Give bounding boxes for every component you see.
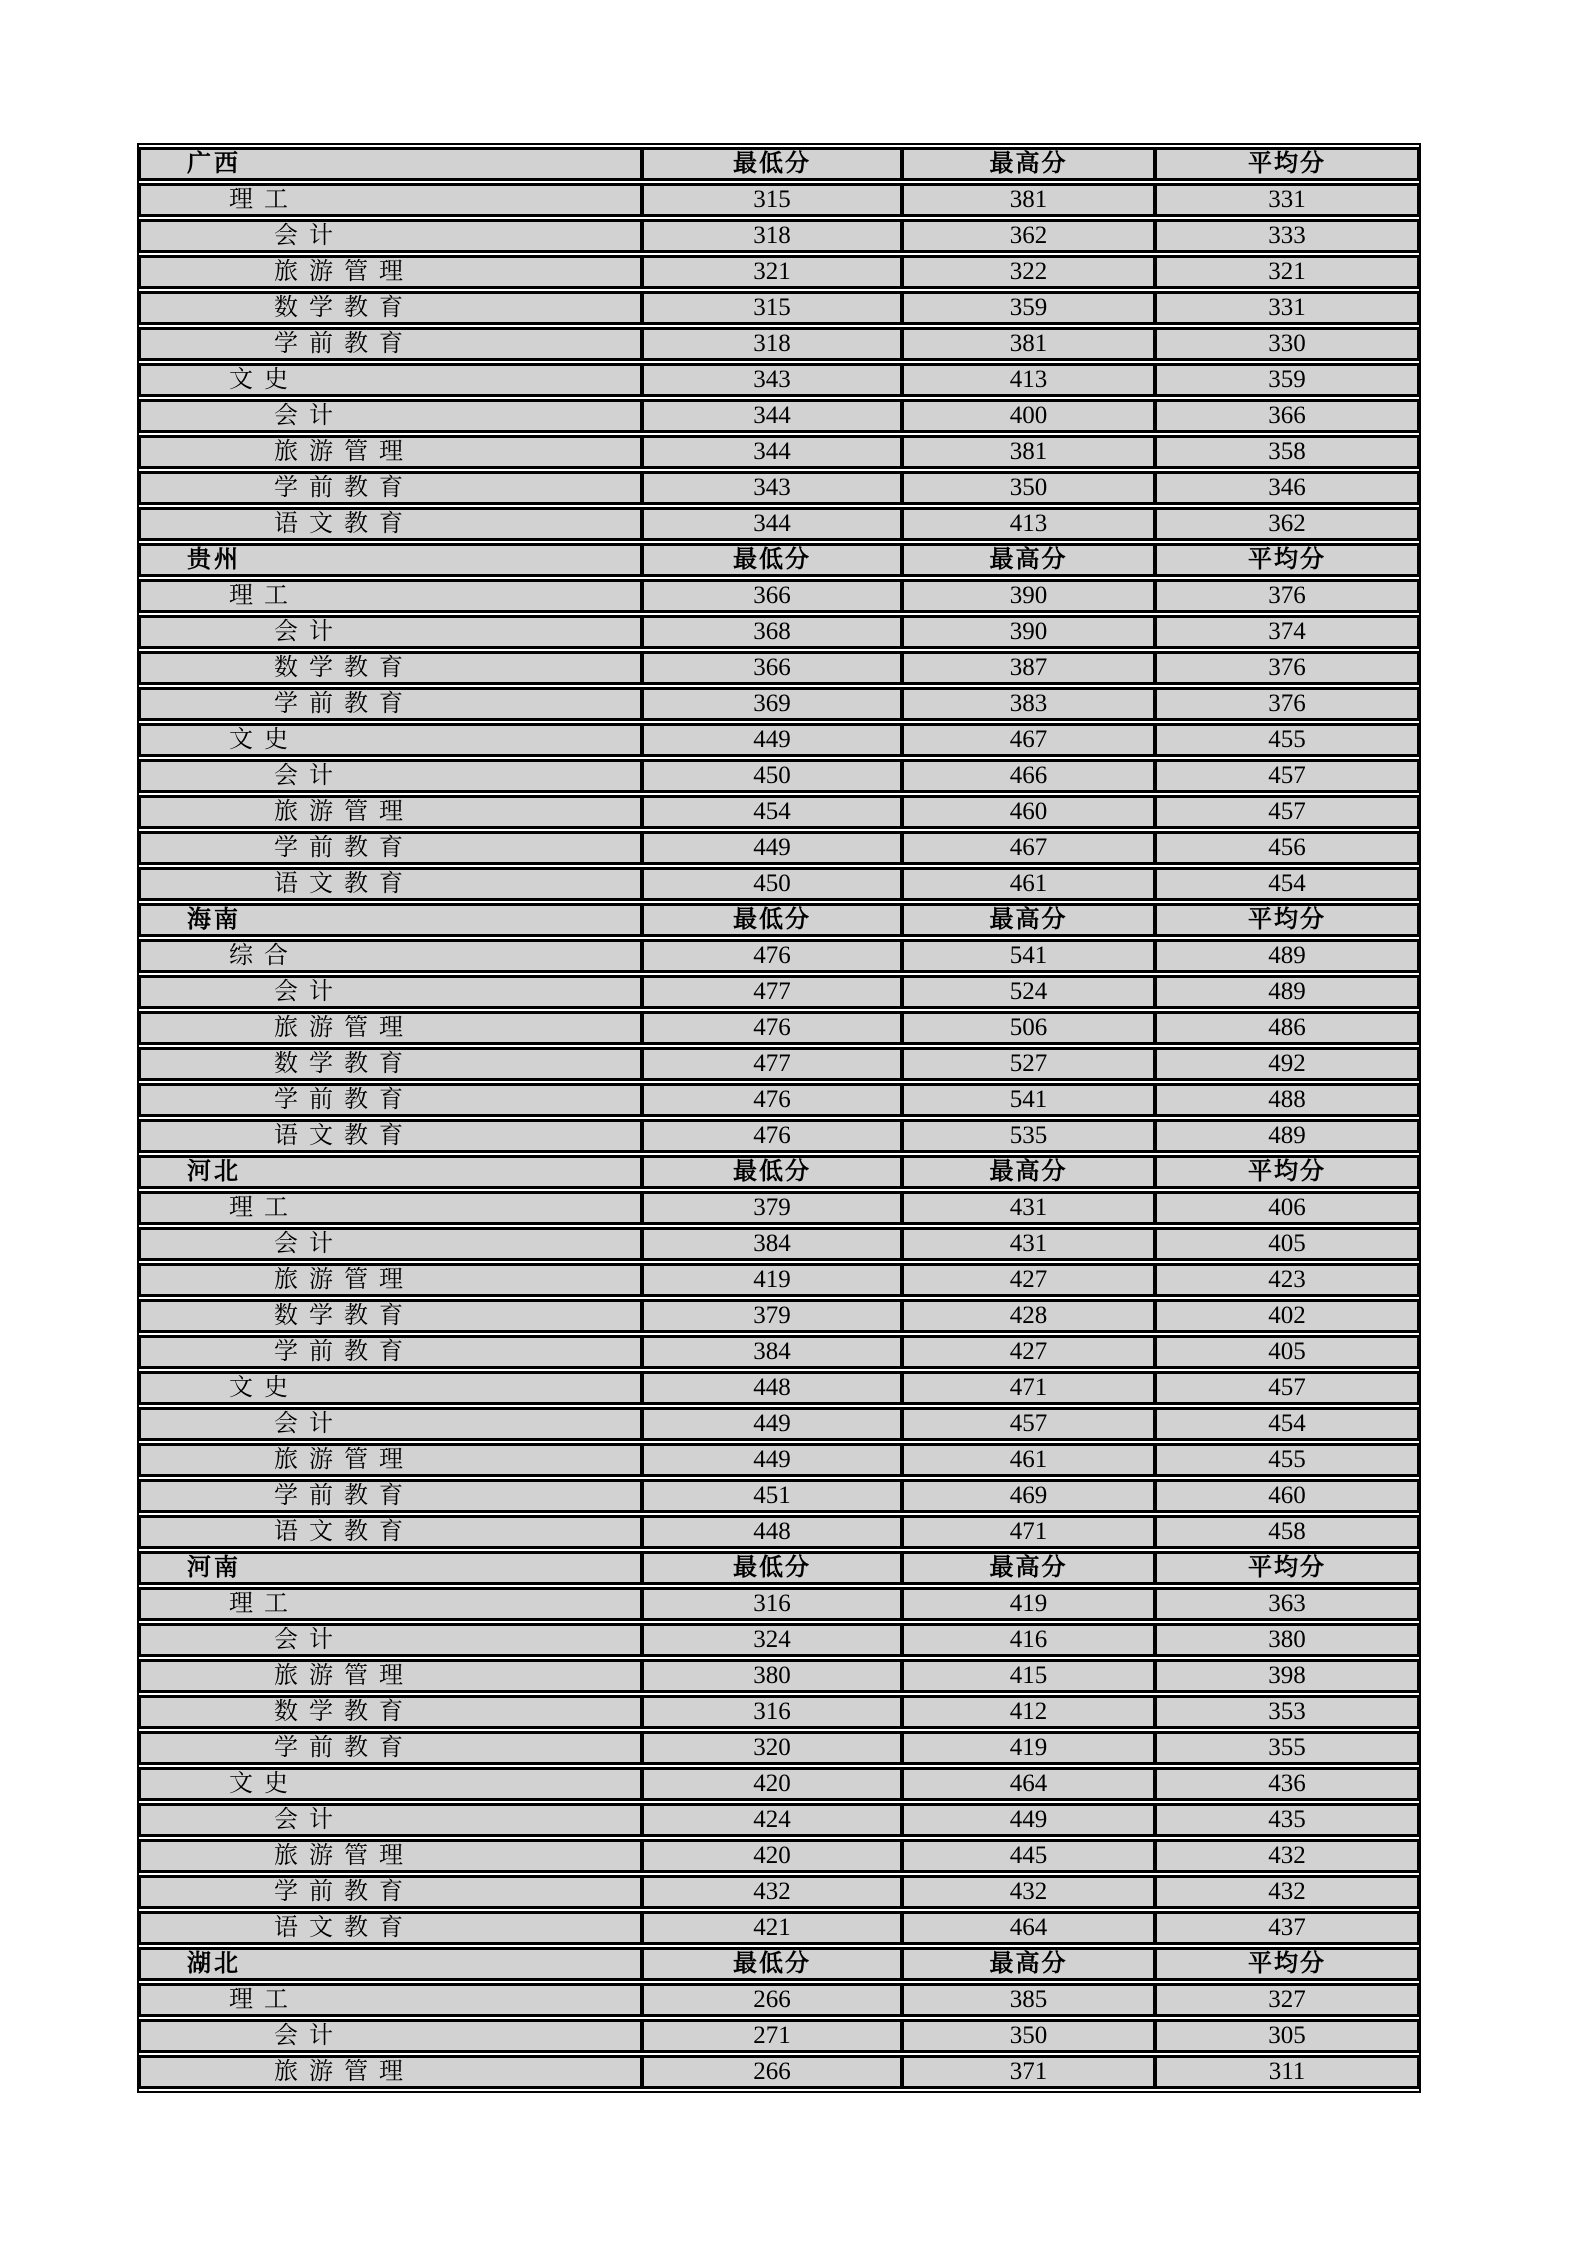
score-avg: 331 — [1155, 291, 1419, 325]
major-row — [139, 651, 1419, 685]
score-column-header: 最高分 — [902, 1947, 1155, 1981]
major-row — [139, 1695, 1419, 1729]
row-label: 理工 — [139, 1191, 642, 1225]
score-min: 343 — [642, 363, 902, 397]
row-label: 会计 — [139, 219, 642, 253]
score-min: 384 — [642, 1335, 902, 1369]
score-avg: 432 — [1155, 1839, 1419, 1873]
row-label: 旅游管理 — [139, 1839, 642, 1873]
section-header-row — [139, 1947, 1419, 1981]
major-row — [139, 1011, 1419, 1045]
score-min: 420 — [642, 1767, 902, 1801]
score-avg: 455 — [1155, 1443, 1419, 1477]
score-avg: 405 — [1155, 1335, 1419, 1369]
major-row — [139, 1839, 1419, 1873]
score-min: 477 — [642, 975, 902, 1009]
row-label: 综合 — [139, 939, 642, 973]
score-min: 316 — [642, 1695, 902, 1729]
score-min: 449 — [642, 1443, 902, 1477]
score-max: 412 — [902, 1695, 1155, 1729]
score-max: 419 — [902, 1587, 1155, 1621]
row-label: 旅游管理 — [139, 1263, 642, 1297]
major-row — [139, 687, 1419, 721]
score-rows — [139, 147, 1419, 2089]
score-column-header: 最低分 — [642, 1947, 902, 1981]
major-row — [139, 507, 1419, 541]
score-avg: 436 — [1155, 1767, 1419, 1801]
major-row — [139, 1659, 1419, 1693]
row-label: 旅游管理 — [139, 2055, 642, 2089]
score-min: 344 — [642, 399, 902, 433]
section-header-row — [139, 543, 1419, 577]
major-row — [139, 1875, 1419, 1909]
score-max: 387 — [902, 651, 1155, 685]
row-label: 旅游管理 — [139, 1443, 642, 1477]
score-max: 467 — [902, 723, 1155, 757]
score-max: 400 — [902, 399, 1155, 433]
score-avg: 489 — [1155, 939, 1419, 973]
score-avg: 457 — [1155, 1371, 1419, 1405]
row-label: 文史 — [139, 363, 642, 397]
row-label: 会计 — [139, 1407, 642, 1441]
score-avg: 437 — [1155, 1911, 1419, 1945]
score-column-header: 最低分 — [642, 147, 902, 181]
score-max: 471 — [902, 1515, 1155, 1549]
row-label: 学前教育 — [139, 471, 642, 505]
major-row — [139, 1083, 1419, 1117]
score-max: 413 — [902, 507, 1155, 541]
section-header-row — [139, 1155, 1419, 1189]
score-avg: 376 — [1155, 579, 1419, 613]
score-min: 476 — [642, 939, 902, 973]
score-avg: 376 — [1155, 687, 1419, 721]
score-avg: 311 — [1155, 2055, 1419, 2089]
score-column-header: 最高分 — [902, 543, 1155, 577]
category-row — [139, 1983, 1419, 2017]
score-max: 541 — [902, 1083, 1155, 1117]
score-avg: 457 — [1155, 795, 1419, 829]
score-min: 449 — [642, 723, 902, 757]
score-min: 320 — [642, 1731, 902, 1765]
score-avg: 432 — [1155, 1875, 1419, 1909]
score-min: 366 — [642, 651, 902, 685]
score-avg: 353 — [1155, 1695, 1419, 1729]
row-label: 旅游管理 — [139, 1011, 642, 1045]
score-avg: 330 — [1155, 327, 1419, 361]
score-max: 413 — [902, 363, 1155, 397]
score-min: 424 — [642, 1803, 902, 1837]
major-row — [139, 255, 1419, 289]
score-min: 449 — [642, 831, 902, 865]
score-max: 527 — [902, 1047, 1155, 1081]
row-label: 旅游管理 — [139, 255, 642, 289]
score-max: 541 — [902, 939, 1155, 973]
score-min: 448 — [642, 1515, 902, 1549]
major-row — [139, 1479, 1419, 1513]
category-row — [139, 1371, 1419, 1405]
score-column-header: 最高分 — [902, 1551, 1155, 1585]
score-max: 427 — [902, 1263, 1155, 1297]
major-row — [139, 471, 1419, 505]
score-avg: 423 — [1155, 1263, 1419, 1297]
category-row — [139, 1767, 1419, 1801]
section-header-row — [139, 903, 1419, 937]
row-label: 语文教育 — [139, 507, 642, 541]
major-row — [139, 219, 1419, 253]
score-max: 390 — [902, 579, 1155, 613]
score-min: 420 — [642, 1839, 902, 1873]
score-avg: 406 — [1155, 1191, 1419, 1225]
score-min: 450 — [642, 867, 902, 901]
score-min: 324 — [642, 1623, 902, 1657]
score-min: 316 — [642, 1587, 902, 1621]
row-label: 理工 — [139, 1983, 642, 2017]
score-column-header: 最低分 — [642, 1551, 902, 1585]
row-label: 语文教育 — [139, 1515, 642, 1549]
row-label: 语文教育 — [139, 1911, 642, 1945]
score-max: 466 — [902, 759, 1155, 793]
major-row — [139, 1119, 1419, 1153]
score-avg: 380 — [1155, 1623, 1419, 1657]
score-min: 432 — [642, 1875, 902, 1909]
row-label: 会计 — [139, 399, 642, 433]
score-min: 369 — [642, 687, 902, 721]
row-label: 学前教育 — [139, 1731, 642, 1765]
score-column-header: 最高分 — [902, 1155, 1155, 1189]
major-row — [139, 435, 1419, 469]
row-label: 文史 — [139, 723, 642, 757]
score-avg: 455 — [1155, 723, 1419, 757]
score-column-header: 平均分 — [1155, 1947, 1419, 1981]
score-min: 448 — [642, 1371, 902, 1405]
score-max: 431 — [902, 1191, 1155, 1225]
score-avg: 492 — [1155, 1047, 1419, 1081]
score-max: 381 — [902, 183, 1155, 217]
score-avg: 454 — [1155, 1407, 1419, 1441]
scores-table — [137, 143, 1421, 2093]
score-avg: 321 — [1155, 255, 1419, 289]
major-row — [139, 759, 1419, 793]
row-label: 文史 — [139, 1767, 642, 1801]
score-max: 416 — [902, 1623, 1155, 1657]
score-column-header: 最高分 — [902, 903, 1155, 937]
major-row — [139, 831, 1419, 865]
row-label: 文史 — [139, 1371, 642, 1405]
major-row — [139, 1407, 1419, 1441]
score-avg: 358 — [1155, 435, 1419, 469]
category-row — [139, 183, 1419, 217]
major-row — [139, 975, 1419, 1009]
major-row — [139, 1623, 1419, 1657]
score-max: 390 — [902, 615, 1155, 649]
score-min: 321 — [642, 255, 902, 289]
score-column-header: 平均分 — [1155, 1155, 1419, 1189]
row-label: 学前教育 — [139, 1335, 642, 1369]
score-max: 506 — [902, 1011, 1155, 1045]
score-avg: 486 — [1155, 1011, 1419, 1045]
row-label: 学前教育 — [139, 687, 642, 721]
score-avg: 327 — [1155, 1983, 1419, 2017]
major-row — [139, 327, 1419, 361]
row-label: 会计 — [139, 1623, 642, 1657]
score-avg: 331 — [1155, 183, 1419, 217]
score-column-header: 平均分 — [1155, 543, 1419, 577]
score-max: 431 — [902, 1227, 1155, 1261]
score-avg: 489 — [1155, 1119, 1419, 1153]
score-avg: 376 — [1155, 651, 1419, 685]
major-row — [139, 615, 1419, 649]
score-avg: 355 — [1155, 1731, 1419, 1765]
province-cell: 河南 — [139, 1551, 642, 1585]
score-min: 266 — [642, 2055, 902, 2089]
row-label: 语文教育 — [139, 867, 642, 901]
score-max: 469 — [902, 1479, 1155, 1513]
score-avg: 435 — [1155, 1803, 1419, 1837]
score-avg: 398 — [1155, 1659, 1419, 1693]
score-min: 318 — [642, 327, 902, 361]
row-label: 旅游管理 — [139, 1659, 642, 1693]
score-min: 454 — [642, 795, 902, 829]
score-max: 461 — [902, 867, 1155, 901]
score-min: 368 — [642, 615, 902, 649]
score-avg: 346 — [1155, 471, 1419, 505]
score-column-header: 平均分 — [1155, 147, 1419, 181]
score-column-header: 平均分 — [1155, 1551, 1419, 1585]
score-max: 524 — [902, 975, 1155, 1009]
major-row — [139, 867, 1419, 901]
score-avg: 305 — [1155, 2019, 1419, 2053]
row-label: 理工 — [139, 579, 642, 613]
major-row — [139, 1731, 1419, 1765]
score-avg: 458 — [1155, 1515, 1419, 1549]
score-max: 359 — [902, 291, 1155, 325]
score-max: 432 — [902, 1875, 1155, 1909]
major-row — [139, 1299, 1419, 1333]
score-min: 343 — [642, 471, 902, 505]
row-label: 会计 — [139, 2019, 642, 2053]
row-label: 会计 — [139, 615, 642, 649]
major-row — [139, 1263, 1419, 1297]
score-max: 445 — [902, 1839, 1155, 1873]
row-label: 旅游管理 — [139, 435, 642, 469]
score-column-header: 最低分 — [642, 543, 902, 577]
row-label: 会计 — [139, 975, 642, 1009]
score-avg: 402 — [1155, 1299, 1419, 1333]
row-label: 会计 — [139, 759, 642, 793]
category-row — [139, 723, 1419, 757]
score-min: 379 — [642, 1191, 902, 1225]
score-min: 315 — [642, 291, 902, 325]
row-label: 旅游管理 — [139, 795, 642, 829]
row-label: 学前教育 — [139, 1479, 642, 1513]
score-min: 421 — [642, 1911, 902, 1945]
score-min: 477 — [642, 1047, 902, 1081]
score-avg: 359 — [1155, 363, 1419, 397]
score-min: 315 — [642, 183, 902, 217]
row-label: 理工 — [139, 183, 642, 217]
row-label: 会计 — [139, 1803, 642, 1837]
major-row — [139, 1335, 1419, 1369]
score-avg: 460 — [1155, 1479, 1419, 1513]
score-min: 266 — [642, 1983, 902, 2017]
score-min: 318 — [642, 219, 902, 253]
score-max: 419 — [902, 1731, 1155, 1765]
province-cell: 湖北 — [139, 1947, 642, 1981]
score-max: 449 — [902, 1803, 1155, 1837]
score-max: 471 — [902, 1371, 1155, 1405]
score-avg: 363 — [1155, 1587, 1419, 1621]
score-avg: 374 — [1155, 615, 1419, 649]
score-max: 457 — [902, 1407, 1155, 1441]
major-row — [139, 795, 1419, 829]
category-row — [139, 1191, 1419, 1225]
row-label: 数学教育 — [139, 651, 642, 685]
score-max: 383 — [902, 687, 1155, 721]
major-row — [139, 1443, 1419, 1477]
score-max: 381 — [902, 435, 1155, 469]
province-cell: 海南 — [139, 903, 642, 937]
row-label: 学前教育 — [139, 1875, 642, 1909]
major-row — [139, 2055, 1419, 2089]
section-header-row — [139, 147, 1419, 181]
row-label: 理工 — [139, 1587, 642, 1621]
score-avg: 489 — [1155, 975, 1419, 1009]
score-avg: 405 — [1155, 1227, 1419, 1261]
category-row — [139, 939, 1419, 973]
score-max: 461 — [902, 1443, 1155, 1477]
score-column-header: 最低分 — [642, 1155, 902, 1189]
province-cell: 广西 — [139, 147, 642, 181]
score-avg: 456 — [1155, 831, 1419, 865]
score-max: 362 — [902, 219, 1155, 253]
score-min: 384 — [642, 1227, 902, 1261]
score-max: 415 — [902, 1659, 1155, 1693]
score-max: 385 — [902, 1983, 1155, 2017]
row-label: 语文教育 — [139, 1119, 642, 1153]
province-cell: 贵州 — [139, 543, 642, 577]
score-min: 451 — [642, 1479, 902, 1513]
category-row — [139, 1587, 1419, 1621]
score-max: 371 — [902, 2055, 1155, 2089]
score-max: 464 — [902, 1911, 1155, 1945]
row-label: 数学教育 — [139, 1047, 642, 1081]
score-avg: 457 — [1155, 759, 1419, 793]
major-row — [139, 2019, 1419, 2053]
row-label: 数学教育 — [139, 1299, 642, 1333]
major-row — [139, 1047, 1419, 1081]
major-row — [139, 1227, 1419, 1261]
score-min: 271 — [642, 2019, 902, 2053]
row-label: 学前教育 — [139, 327, 642, 361]
score-avg: 454 — [1155, 867, 1419, 901]
row-label: 学前教育 — [139, 831, 642, 865]
score-avg: 333 — [1155, 219, 1419, 253]
score-max: 350 — [902, 2019, 1155, 2053]
category-row — [139, 363, 1419, 397]
score-min: 380 — [642, 1659, 902, 1693]
score-min: 344 — [642, 435, 902, 469]
major-row — [139, 1803, 1419, 1837]
major-row — [139, 1911, 1419, 1945]
major-row — [139, 291, 1419, 325]
province-cell: 河北 — [139, 1155, 642, 1189]
score-min: 450 — [642, 759, 902, 793]
category-row — [139, 579, 1419, 613]
score-max: 322 — [902, 255, 1155, 289]
section-header-row — [139, 1551, 1419, 1585]
score-column-header: 最高分 — [902, 147, 1155, 181]
score-min: 344 — [642, 507, 902, 541]
score-max: 350 — [902, 471, 1155, 505]
row-label: 数学教育 — [139, 1695, 642, 1729]
score-max: 535 — [902, 1119, 1155, 1153]
score-min: 419 — [642, 1263, 902, 1297]
score-avg: 366 — [1155, 399, 1419, 433]
score-min: 476 — [642, 1083, 902, 1117]
row-label: 数学教育 — [139, 291, 642, 325]
score-min: 449 — [642, 1407, 902, 1441]
score-min: 476 — [642, 1011, 902, 1045]
row-label: 会计 — [139, 1227, 642, 1261]
score-avg: 488 — [1155, 1083, 1419, 1117]
score-min: 379 — [642, 1299, 902, 1333]
row-label: 学前教育 — [139, 1083, 642, 1117]
major-row — [139, 399, 1419, 433]
score-min: 366 — [642, 579, 902, 613]
score-max: 427 — [902, 1335, 1155, 1369]
score-max: 464 — [902, 1767, 1155, 1801]
major-row — [139, 1515, 1419, 1549]
score-max: 460 — [902, 795, 1155, 829]
score-min: 476 — [642, 1119, 902, 1153]
score-max: 428 — [902, 1299, 1155, 1333]
score-max: 381 — [902, 327, 1155, 361]
score-column-header: 平均分 — [1155, 903, 1419, 937]
score-column-header: 最低分 — [642, 903, 902, 937]
score-max: 467 — [902, 831, 1155, 865]
score-avg: 362 — [1155, 507, 1419, 541]
